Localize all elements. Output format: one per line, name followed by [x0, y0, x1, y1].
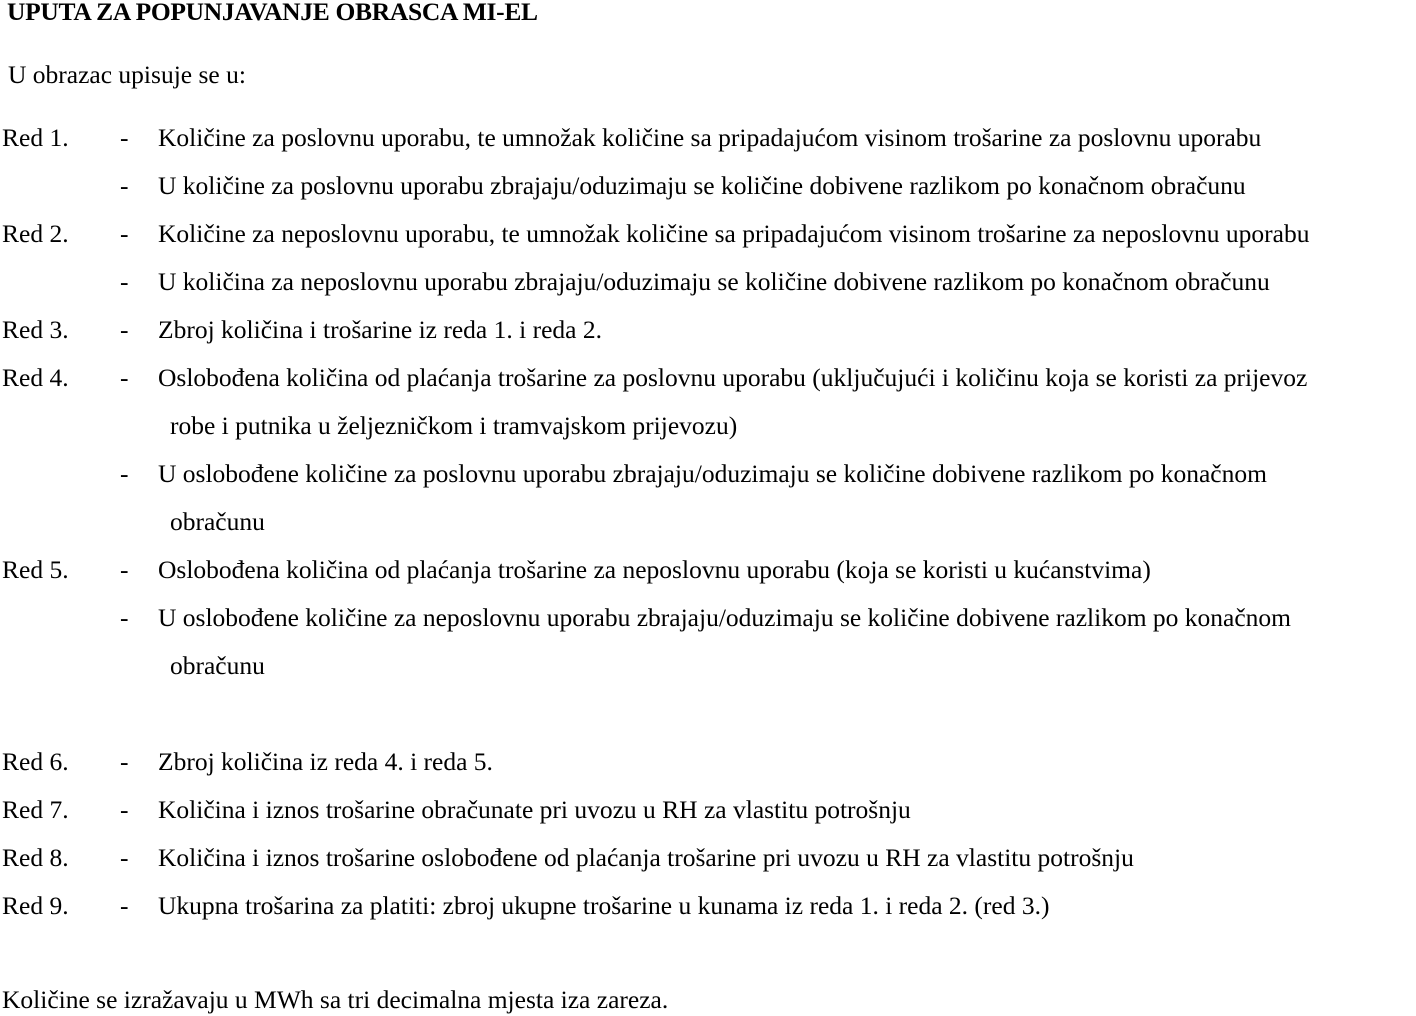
row-text: Količina i iznos trošarine obračunate pri uvozu u RH za vlastitu potrošnju [158, 795, 911, 824]
row-continuation: obračunu [170, 507, 265, 536]
row-dash: - [120, 219, 129, 248]
row-label: Red 7. [2, 795, 69, 824]
instruction-row [0, 786, 1416, 834]
instruction-row [0, 258, 1416, 306]
instruction-row [0, 210, 1416, 258]
row-dash: - [120, 843, 129, 872]
row-label: Red 6. [2, 747, 69, 776]
instruction-row [0, 498, 1416, 546]
instruction-row [0, 114, 1416, 162]
row-dash: - [120, 747, 129, 776]
row-label: Red 3. [2, 315, 69, 344]
row-dash: - [120, 267, 129, 296]
footer-note: Količine se izražavaju u MWh sa tri decimalna mjesta iza zareza. [2, 985, 669, 1014]
instruction-row [0, 162, 1416, 210]
instruction-row [0, 354, 1416, 402]
document-title: UPUTA ZA POPUNJAVANJE OBRASCA MI-EL [7, 0, 538, 26]
row-dash: - [120, 891, 129, 920]
row-text: Ukupna trošarina za platiti: zbroj ukupne trošarine u kunama iz reda 1. i reda 2. (red 3.) [158, 891, 1050, 920]
row-text: Zbroj količina i trošarine iz reda 1. i reda 2. [158, 315, 602, 344]
row-dash: - [120, 315, 129, 344]
row-text: U količina za neposlovnu uporabu zbrajaju/oduzimaju se količine dobivene razlikom po konačnom obračunu [158, 267, 1270, 296]
instruction-row [0, 738, 1416, 786]
row-dash: - [120, 555, 129, 584]
instruction-list [0, 114, 1416, 930]
row-text: Količina i iznos trošarine oslobođene od plaćanja trošarine pri uvozu u RH za vlastitu potrošnju [158, 843, 1134, 872]
row-text: Zbroj količina iz reda 4. i reda 5. [158, 747, 493, 776]
row-text: U količine za poslovnu uporabu zbrajaju/oduzimaju se količine dobivene razlikom po konačnom obračunu [158, 171, 1246, 200]
row-text: Količine za neposlovnu uporabu, te umnožak količine sa pripadajućom visinom trošarine za neposlovnu uporabu [158, 219, 1310, 248]
row-text: U oslobođene količine za neposlovnu uporabu zbrajaju/oduzimaju se količine dobivene razlikom po konačnom [158, 603, 1292, 632]
row-text: U oslobođene količine za poslovnu uporabu zbrajaju/oduzimaju se količine dobivene razlikom po konačnom [158, 459, 1267, 488]
row-text: Količine za poslovnu uporabu, te umnožak količine sa pripadajućom visinom trošarine za poslovnu uporabu [158, 123, 1262, 152]
instruction-row [0, 642, 1416, 690]
intro-text: U obrazac upisuje se u: [8, 60, 246, 89]
instruction-row [0, 306, 1416, 354]
row-text: Oslobođena količina od plaćanja trošarine za neposlovnu uporabu (koja se koristi u kućanstvima) [158, 555, 1151, 584]
instruction-row [0, 594, 1416, 642]
row-continuation: robe i putnika u željezničkom i tramvajskom prijevozu) [170, 411, 738, 440]
row-label: Red 9. [2, 891, 69, 920]
instruction-row [0, 402, 1416, 450]
instruction-row [0, 690, 1416, 738]
row-label: Red 4. [2, 363, 69, 392]
row-dash: - [120, 363, 129, 392]
row-text: Oslobođena količina od plaćanja trošarine za poslovnu uporabu (uključujući i količinu koja se koristi za prijevoz [158, 363, 1308, 392]
instruction-row [0, 882, 1416, 930]
row-dash: - [120, 459, 129, 488]
row-label: Red 2. [2, 219, 69, 248]
row-dash: - [120, 171, 129, 200]
row-label: Red 5. [2, 555, 69, 584]
row-label: Red 1. [2, 123, 69, 152]
instruction-row [0, 834, 1416, 882]
row-continuation: obračunu [170, 651, 265, 680]
row-label: Red 8. [2, 843, 69, 872]
row-dash: - [120, 795, 129, 824]
row-dash: - [120, 603, 129, 632]
row-dash: - [120, 123, 129, 152]
instruction-row [0, 546, 1416, 594]
instruction-row [0, 450, 1416, 498]
